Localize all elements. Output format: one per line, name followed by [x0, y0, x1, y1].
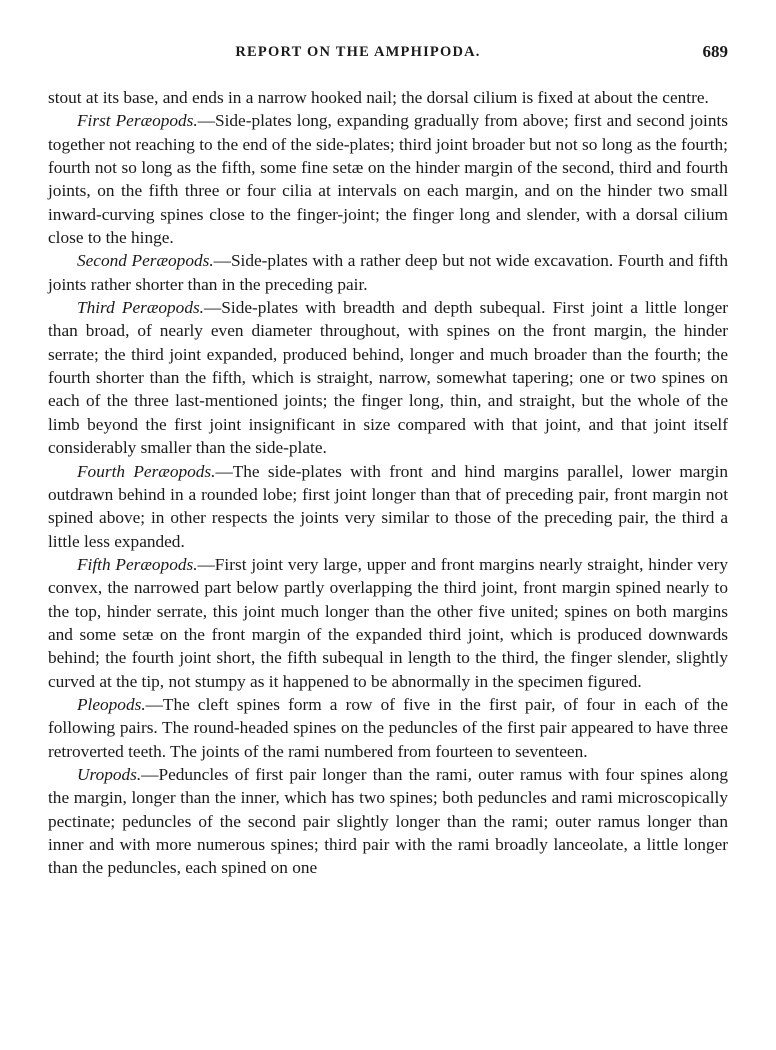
paragraph-text: —Peduncles of first pair longer than the rami, outer ramus with four spines along the margin, longer than the inner, which has two spines; both peduncles and rami microscopically pectinate; peduncles of the second pair slightly longer than the rami; outer ramus longer than inner and with more numerous spines; third pair with the rami broadly lanceolate, a little longer than the peduncles, each spined on one — [48, 764, 728, 878]
paragraph-uropods — [48, 763, 728, 880]
paragraph-continuation — [48, 86, 728, 109]
paragraph-fifth-peraeopods — [48, 553, 728, 693]
paragraph-third-peraeopods — [48, 296, 728, 459]
section-term: Third Peræopods. — [77, 298, 205, 318]
section-term: Uropods. — [77, 764, 142, 784]
paragraph-text: —The cleft spines form a row of five in the first pair, of four in each of the following pairs. The round-headed spines on the peduncles of the first pair appeared to have three retroverted teeth. The joints of the rami numbered from fourteen to seventeen. — [48, 694, 728, 761]
section-term: Fourth Peræopods. — [77, 461, 216, 481]
header-title: REPORT ON THE AMPHIPODA. — [235, 44, 481, 60]
section-term: Second Peræopods. — [77, 251, 214, 271]
page-number: 689 — [702, 42, 728, 61]
page — [48, 40, 728, 880]
paragraph-text: —Side-plates with breadth and depth subequal. First joint a little longer than broad, of nearly even diameter throughout, with spines on the front margin, the hinder serrate; the third joint expanded, produced behind, longer and much broader than the fourth; the fourth shorter than the fifth, which is straight, narrow, somewhat tapering; one or two spines on each of the three last-mentioned joints; the finger long, thin, and straight, but the whole of the limb beyond the first joint insignificant in size compared with that joint, and that joint itself considerably smaller than the side-plate. — [48, 298, 729, 458]
paragraph-text: —Side-plates with a rather deep but not wide excavation. Fourth and fifth joints rather shorter than in the preceding pair. — [48, 251, 728, 294]
section-term: First Peræopods. — [77, 111, 198, 131]
paragraph-second-peraeopods — [48, 249, 728, 296]
paragraph-text: —First joint very large, upper and front margins nearly straight, hinder very convex, the narrowed part below partly overlapping the third joint, front margin spined nearly to the top, hinder serrate, this joint much longer than the other five united; spines on both margins and some setæ on the front margin of the expanded third joint, which is produced downwards behind; the fourth joint short, the fifth subequal in length to the third, the finger slender, slightly curved at the tip, not stumpy as it happened to be abnormally in the specimen figured. — [48, 554, 728, 691]
paragraph-text: —The side-plates with front and hind margins parallel, lower margin outdrawn behind in a rounded lobe; first joint longer than that of preceding pair, front margin not spined above; in other respects the joints very similar to those of the preceding pair, the third a little less expanded. — [48, 461, 728, 551]
running-header — [48, 40, 728, 66]
paragraph-fourth-peraeopods — [48, 460, 728, 553]
paragraph-text: —Side-plates long, expanding gradually from above; first and second joints together not reaching to the end of the side-plates; third joint broader but not so long as the fourth; fourth not so long as the fifth, some fine setæ on the hinder margin of the second, third and fourth joints, on the fifth three or four cilia at intervals on each margin, and on the hinder two small inward-curving spines close to the finger-joint; the finger long and slender, with a dorsal cilium close to the hinge. — [48, 111, 729, 248]
section-term: Fifth Peræopods. — [77, 554, 198, 574]
body-text — [48, 86, 728, 880]
paragraph-text: stout at its base, and ends in a narrow hooked nail; the dorsal cilium is fixed at about the centre. — [48, 88, 709, 107]
paragraph-pleopods — [48, 693, 728, 763]
section-term: Pleopods. — [77, 694, 146, 714]
paragraph-first-peraeopods — [48, 109, 728, 249]
